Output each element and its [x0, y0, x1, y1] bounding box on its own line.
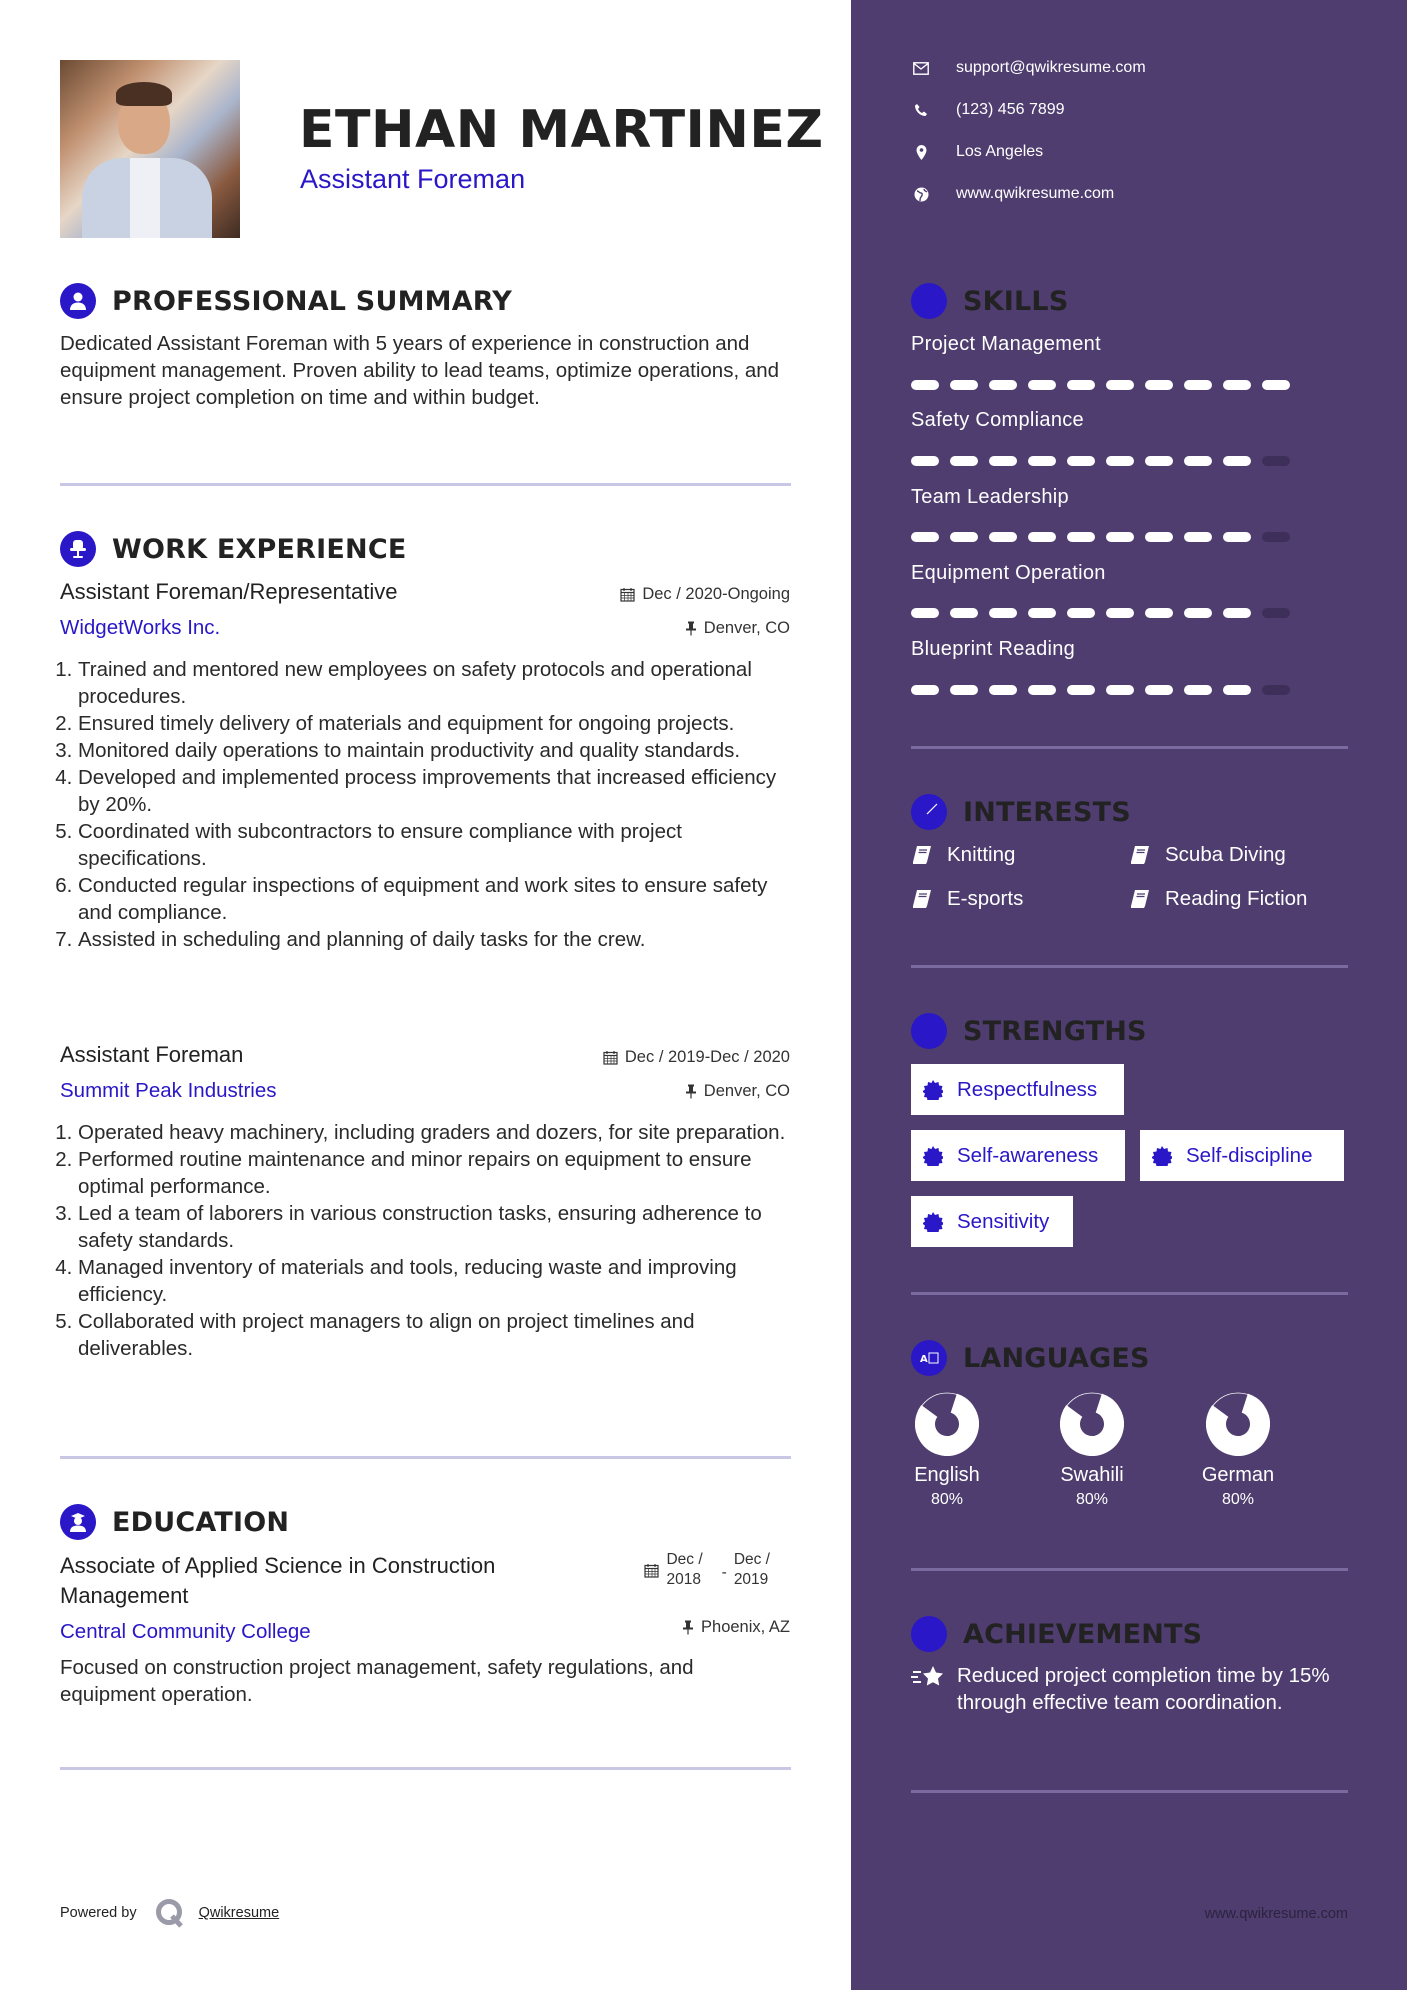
company-name: Summit Peak Industries: [60, 1079, 277, 1102]
job-dates: Dec / 2019-Dec / 2020: [603, 1048, 790, 1067]
strength-chip: Self-awareness: [911, 1130, 1125, 1181]
language-donut-chart: [1206, 1392, 1270, 1456]
phone-icon: [911, 103, 931, 117]
mail-icon: [911, 62, 931, 75]
list-item: 6. Conducted regular inspections of equipment and work sites to ensure safety and compliance.: [78, 872, 790, 926]
contact-phone: (123) 456 7899: [911, 101, 1065, 119]
globe-icon: [911, 187, 931, 202]
location-pin-icon: [911, 145, 931, 160]
book-icon: [1129, 888, 1151, 910]
list-item: 1. Operated heavy machinery, including graders and dozers, for site preparation.: [78, 1119, 790, 1146]
skill-name: Team Leadership: [911, 486, 1069, 508]
list-item: 4. Developed and implemented process improvements that increased efficiency by 20%.: [78, 764, 790, 818]
strength-chip: Respectfulness: [911, 1064, 1124, 1115]
language-donut-chart: [915, 1392, 979, 1456]
education-title: EDUCATION: [112, 1506, 290, 1538]
summary-text: Dedicated Assistant Foreman with 5 years of experience in construction and equipment management. Proven ability to lead teams, optimize operations, and ensure project completion on time and within budget.: [60, 332, 780, 409]
education-heading: [60, 1504, 289, 1540]
calendar-icon: [603, 1050, 618, 1065]
list-item: 2. Ensured timely delivery of materials and equipment for ongoing projects.: [78, 710, 790, 737]
job-dates: Dec / 2020-Ongoing: [620, 585, 790, 604]
fist-icon: [911, 1013, 947, 1049]
strengths-heading: [911, 1013, 1147, 1049]
shooting-star-icon: [911, 1616, 947, 1652]
section-divider: [911, 1790, 1348, 1793]
list-item: 5. Collaborated with project managers to align on project timelines and deliverables.: [78, 1308, 790, 1362]
paper-plane-icon: [911, 794, 947, 830]
list-item: 5. Coordinated with subcontractors to ensure compliance with project specifications.: [78, 818, 790, 872]
skills-heading: [911, 283, 1068, 319]
pin-icon: [685, 1084, 697, 1099]
section-divider: [60, 1767, 791, 1770]
profile-photo: [60, 60, 240, 238]
powered-by: Powered by Qwikresume: [60, 1898, 279, 1928]
chair-icon: [60, 531, 96, 567]
translate-icon: [911, 1340, 947, 1376]
section-divider: [911, 1568, 1348, 1571]
list-item: 2. Performed routine maintenance and minor repairs on equipment to ensure optimal performance.: [78, 1146, 790, 1200]
user-icon: [60, 283, 96, 319]
language-donut-chart: [1060, 1392, 1124, 1456]
company-name: WidgetWorks Inc.: [60, 616, 221, 639]
section-divider: [60, 1456, 791, 1459]
list-item: 3. Led a team of laborers in various construction tasks, ensuring adherence to safety standards.: [78, 1200, 790, 1254]
badge-icon: [923, 1080, 943, 1100]
section-divider: [60, 483, 791, 486]
badge-icon: [1152, 1146, 1172, 1166]
candidate-name: ETHAN MARTINEZ: [299, 100, 824, 160]
book-icon: [1129, 844, 1151, 866]
achievements-title: ACHIEVEMENTS: [963, 1618, 1203, 1650]
languages-heading: [911, 1340, 1150, 1376]
degree-title: Associate of Applied Science in Construction Management: [60, 1553, 496, 1608]
languages-title: LANGUAGES: [963, 1342, 1150, 1374]
qwikresume-logo-icon: [155, 1898, 185, 1928]
list-item: 3. Monitored daily operations to maintain productivity and quality standards.: [78, 737, 790, 764]
skill-level-bar: [911, 456, 1290, 466]
education-location: Phoenix, AZ: [682, 1618, 790, 1637]
list-item: 4. Managed inventory of materials and tools, reducing waste and improving efficiency.: [78, 1254, 790, 1308]
section-divider: [911, 965, 1348, 968]
svg-text:A: A: [920, 1354, 928, 1365]
shooting-star-icon: [911, 1664, 945, 1690]
strength-chip: Sensitivity: [911, 1196, 1073, 1247]
section-divider: [911, 746, 1348, 749]
strengths-title: STRENGTHS: [963, 1015, 1147, 1047]
section-divider: [911, 1292, 1348, 1295]
language-item: German 80%: [1178, 1392, 1298, 1509]
language-item: Swahili 80%: [1032, 1392, 1152, 1509]
list-item: 1. Trained and mentored new employees on safety protocols and operational procedures.: [78, 656, 790, 710]
language-item: English 80%: [887, 1392, 1007, 1509]
summary-heading: [60, 283, 512, 319]
qwikresume-link[interactable]: Qwikresume: [198, 1905, 280, 1921]
pin-icon: [685, 621, 697, 636]
summary-title: PROFESSIONAL SUMMARY: [112, 285, 513, 317]
education-dates: Dec / 2018 - Dec / 2019: [644, 1550, 790, 1590]
job-location: Denver, CO: [685, 619, 790, 638]
candidate-role: Assistant Foreman: [300, 164, 526, 194]
experience-title: WORK EXPERIENCE: [112, 533, 407, 565]
experience-heading: [60, 531, 406, 567]
skill-level-bar: [911, 685, 1290, 695]
job-title: Assistant Foreman/Representative: [60, 579, 398, 604]
contact-email: support@qwikresume.com: [911, 59, 1146, 77]
skill-name: Project Management: [911, 333, 1101, 355]
contact-location: Los Angeles: [911, 143, 1043, 161]
interest-item: Knitting: [911, 843, 1015, 867]
interest-item: Reading Fiction: [1129, 887, 1307, 911]
education-description: Focused on construction project management, safety regulations, and equipment operation.: [60, 1656, 694, 1706]
calendar-icon: [644, 1563, 659, 1578]
interest-item: Scuba Diving: [1129, 843, 1286, 867]
strength-chip: Self-discipline: [1140, 1130, 1344, 1181]
interest-item: E-sports: [911, 887, 1023, 911]
list-item: 7. Assisted in scheduling and planning of daily tasks for the crew.: [78, 926, 790, 953]
skill-name: Safety Compliance: [911, 409, 1084, 431]
interests-title: INTERESTS: [963, 796, 1131, 828]
achievements-heading: [911, 1616, 1202, 1652]
lightbulb-icon: [911, 283, 947, 319]
book-icon: [911, 844, 933, 866]
graduate-icon: [60, 1504, 96, 1540]
footer-website: www.qwikresume.com: [1204, 1906, 1348, 1922]
pin-icon: [682, 1620, 694, 1635]
skill-level-bar: [911, 532, 1290, 542]
job-bullets: [60, 1119, 790, 1362]
job-title: Assistant Foreman: [60, 1042, 244, 1067]
job-bullets: [60, 656, 790, 953]
contact-website: www.qwikresume.com: [911, 185, 1114, 203]
interests-heading: [911, 794, 1131, 830]
school-name: Central Community College: [60, 1620, 311, 1643]
calendar-icon: [620, 587, 635, 602]
skill-level-bar: [911, 380, 1290, 390]
badge-icon: [923, 1212, 943, 1232]
skill-name: Blueprint Reading: [911, 638, 1076, 660]
book-icon: [911, 888, 933, 910]
skills-title: SKILLS: [963, 285, 1069, 317]
skill-level-bar: [911, 608, 1290, 618]
job-location: Denver, CO: [685, 1082, 790, 1101]
badge-icon: [923, 1146, 943, 1166]
achievement-item: Reduced project completion time by 15% through effective team coordination.: [911, 1662, 1347, 1716]
skill-name: Equipment Operation: [911, 562, 1106, 584]
